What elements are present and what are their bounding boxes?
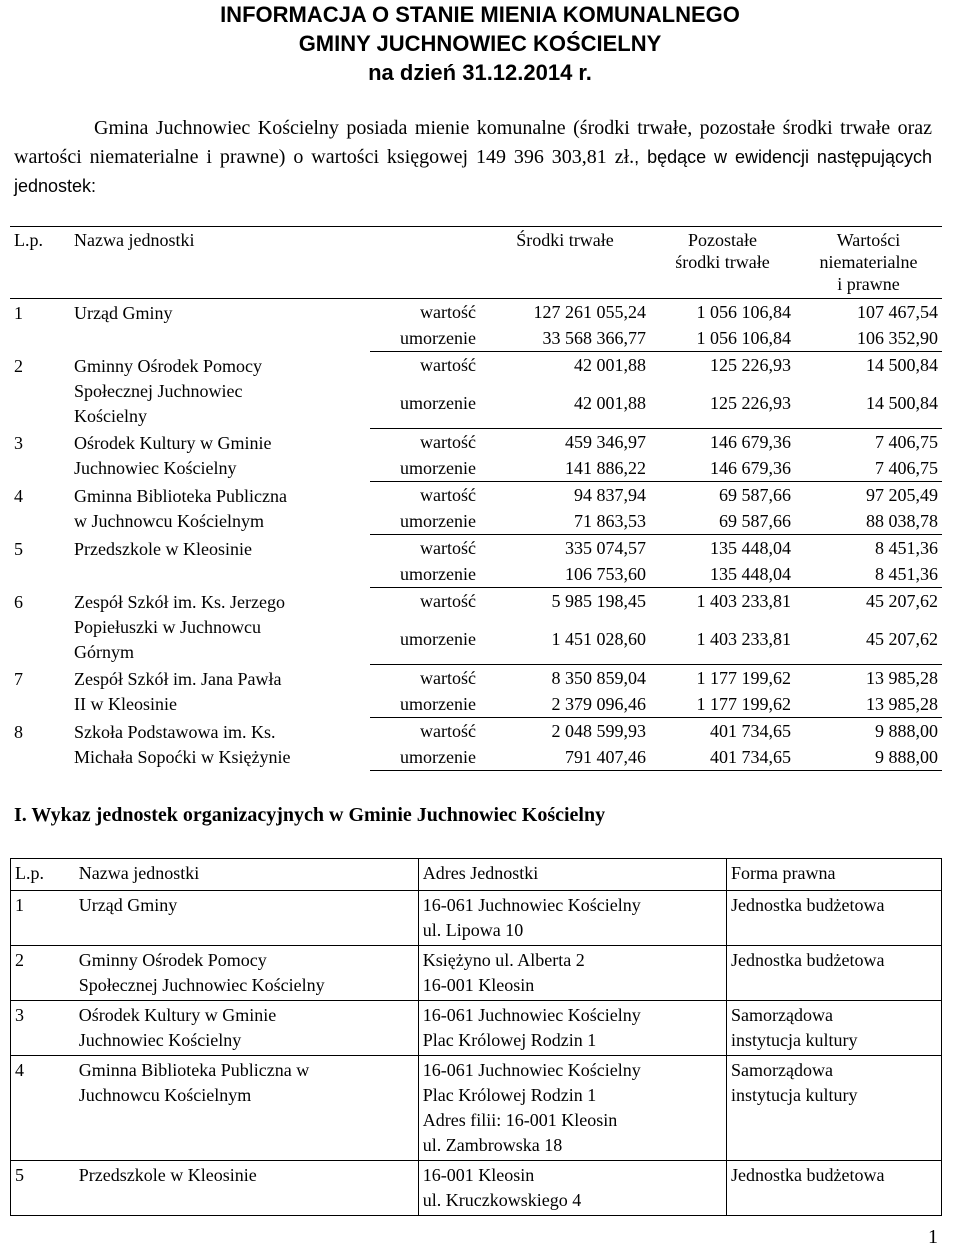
title-line-1: INFORMACJA O STANIE MIENIA KOMUNALNEGO xyxy=(220,2,740,27)
fixed-assets-value: 106 753,60 xyxy=(480,561,650,588)
row-legal-form xyxy=(727,1001,942,1056)
row-kind-label: wartość xyxy=(420,721,476,741)
fixed-assets-value: 2 379 096,46 xyxy=(480,691,650,718)
header-intangible: Wartości niematerialne i prawne xyxy=(795,227,942,299)
unit-name-line: Gminna Biblioteka Publiczna w xyxy=(78,1060,310,1080)
intangible-value: 13 985,28 xyxy=(866,668,938,688)
fixed-assets-value: 33 568 366,77 xyxy=(480,325,650,352)
address-line: ul. Lipowa 10 xyxy=(422,920,524,940)
other-assets-value: 401 734,65 xyxy=(650,744,795,771)
unit-name-line: II w Kleosinie xyxy=(74,693,177,714)
unit-name-line: Kościelny xyxy=(74,405,147,426)
fixed-assets-value: 791 407,46 xyxy=(480,744,650,771)
row-lp: 4 xyxy=(14,485,23,506)
row-unit-name xyxy=(70,535,370,588)
legal-form-line: instytucja kultury xyxy=(731,1030,858,1050)
row-unit-name xyxy=(75,1161,419,1216)
row-legal-form xyxy=(727,1161,942,1216)
unit-name-line: Michała Sopoćki w Księżynie xyxy=(74,746,291,767)
unit-name-line: Urząd Gminy xyxy=(74,303,173,323)
header-lp: L.p. xyxy=(10,227,70,299)
row-unit-name xyxy=(70,665,370,718)
row-legal-form xyxy=(727,1056,942,1161)
row-lp: 5 xyxy=(11,1161,75,1216)
row-lp: 3 xyxy=(14,432,23,453)
row-kind-label: wartość xyxy=(420,355,476,375)
table-row xyxy=(10,665,942,692)
row-unit-name xyxy=(70,352,370,429)
header-lp: L.p. xyxy=(11,859,75,891)
table-row xyxy=(11,946,942,1001)
unit-name-line: Ośrodek Kultury w Gminie xyxy=(78,1005,277,1025)
unit-name-line: Społecznej Juchnowiec Kościelny xyxy=(78,975,325,995)
legal-form-line: Samorządowa xyxy=(731,1060,833,1080)
legal-form-line: Samorządowa xyxy=(731,1005,833,1025)
address-line: 16-001 Kleosin xyxy=(422,975,535,995)
row-kind-label: umorzenie xyxy=(370,691,480,718)
row-lp: 7 xyxy=(14,668,23,689)
row-address xyxy=(418,1161,726,1216)
fixed-assets-value: 459 346,97 xyxy=(565,432,646,452)
row-kind-label: wartość xyxy=(420,538,476,558)
unit-name-line: Przedszkole w Kleosinie xyxy=(78,1165,257,1185)
row-kind-label: wartość xyxy=(420,432,476,452)
row-lp: 3 xyxy=(11,1001,75,1056)
fixed-assets-value: 127 261 055,24 xyxy=(533,302,646,322)
other-assets-value: 135 448,04 xyxy=(710,538,791,558)
unit-name-line: Urząd Gminy xyxy=(78,895,178,915)
assets-table-header xyxy=(10,227,942,299)
row-kind-label: umorzenie xyxy=(370,378,480,429)
other-assets-value: 1 056 106,84 xyxy=(696,302,791,322)
other-assets-value: 135 448,04 xyxy=(650,561,795,588)
intangible-value: 88 038,78 xyxy=(795,508,942,535)
fixed-assets-value: 94 837,94 xyxy=(574,485,646,505)
row-kind-label: wartość xyxy=(420,302,476,322)
other-assets-value: 69 587,66 xyxy=(650,508,795,535)
row-lp: 1 xyxy=(14,303,23,323)
intangible-value: 45 207,62 xyxy=(866,591,938,611)
address-line: ul. Kruczkowskiego 4 xyxy=(422,1190,582,1210)
row-lp: 6 xyxy=(14,591,23,612)
other-assets-value: 1 056 106,84 xyxy=(650,325,795,352)
page-number: 1 xyxy=(928,1226,938,1248)
row-unit-name xyxy=(75,1056,419,1161)
row-address xyxy=(418,1056,726,1161)
address-line: Plac Królowej Rodzin 1 xyxy=(422,1030,597,1050)
row-lp: 2 xyxy=(11,946,75,1001)
other-assets-value: 1 177 199,62 xyxy=(650,691,795,718)
table-row xyxy=(10,352,942,379)
units-table xyxy=(10,858,942,1216)
unit-name-line: Juchnowiec Kościelny xyxy=(78,1030,242,1050)
header-fixed-assets: Środki trwałe xyxy=(480,227,650,299)
other-assets-value: 401 734,65 xyxy=(710,721,791,741)
address-line: 16-061 Juchnowiec Kościelny xyxy=(422,895,641,915)
legal-form-line: instytucja kultury xyxy=(731,1085,858,1105)
fixed-assets-value: 2 048 599,93 xyxy=(551,721,646,741)
header-other-assets: Pozostałe środki trwałe xyxy=(650,227,795,299)
other-assets-value: 146 679,36 xyxy=(710,432,791,452)
row-lp: 4 xyxy=(11,1056,75,1161)
table-row xyxy=(10,535,942,562)
address-line: 16-001 Kleosin xyxy=(422,1165,535,1185)
section-title: I. Wykaz jednostek organizacyjnych w Gminie Juchnowiec Kościelny xyxy=(14,804,606,826)
row-lp: 1 xyxy=(11,891,75,946)
other-assets-value: 1 177 199,62 xyxy=(696,668,791,688)
unit-name-line: Gminny Ośrodek Pomocy xyxy=(74,355,262,376)
row-address xyxy=(418,946,726,1001)
intangible-value: 7 406,75 xyxy=(875,432,938,452)
table-row xyxy=(11,891,942,946)
intangible-value: 13 985,28 xyxy=(795,691,942,718)
row-kind-label: wartość xyxy=(420,668,476,688)
unit-name-line: Przedszkole w Kleosinie xyxy=(74,538,252,559)
other-assets-value: 1 403 233,81 xyxy=(696,591,791,611)
intro-paragraph xyxy=(14,114,932,201)
address-line: 16-061 Juchnowiec Kościelny xyxy=(422,1060,641,1080)
header-name: Nazwa jednostki xyxy=(75,859,419,891)
row-unit-name xyxy=(70,588,370,665)
row-kind-label: umorzenie xyxy=(370,744,480,771)
fixed-assets-value: 42 001,88 xyxy=(480,378,650,429)
intangible-value: 9 888,00 xyxy=(795,744,942,771)
intangible-value: 97 205,49 xyxy=(866,485,938,505)
address-line: ul. Zambrowska 18 xyxy=(422,1135,563,1155)
header-address: Adres Jednostki xyxy=(418,859,726,891)
address-line: Adres filii: 16-001 Kleosin xyxy=(422,1110,618,1130)
unit-name-line: Gminna Biblioteka Publiczna xyxy=(74,485,287,506)
intro-text: Gmina Juchnowiec Kościelny posiada mienie komunalne (środki trwałe, pozostałe środki trwałe oraz wartości niematerialne i prawne) o wartości księgowej 149 396 303,81 zł. xyxy=(14,117,932,168)
other-assets-value: 125 226,93 xyxy=(710,355,791,375)
row-kind-label: umorzenie xyxy=(370,325,480,352)
header-form: Forma prawna xyxy=(727,859,942,891)
row-lp: 2 xyxy=(14,355,23,376)
unit-name-line: Juchnowcu Kościelnym xyxy=(78,1085,252,1105)
assets-table xyxy=(10,226,942,771)
legal-form-line: Jednostka budżetowa xyxy=(731,895,885,915)
row-kind-label: umorzenie xyxy=(370,561,480,588)
unit-name-line: w Juchnowcu Kościelnym xyxy=(74,510,264,531)
address-line: Plac Królowej Rodzin 1 xyxy=(422,1085,597,1105)
fixed-assets-value: 141 886,22 xyxy=(480,455,650,482)
unit-name-line: Społecznej Juchnowiec xyxy=(74,380,243,401)
row-lp: 5 xyxy=(14,538,23,559)
title-line-3: na dzień 31.12.2014 r. xyxy=(368,60,592,85)
row-legal-form xyxy=(727,946,942,1001)
table-row xyxy=(10,588,942,615)
legal-form-line: Jednostka budżetowa xyxy=(731,950,885,970)
units-table-header xyxy=(11,859,942,891)
fixed-assets-value: 1 451 028,60 xyxy=(480,614,650,665)
intangible-value: 14 500,84 xyxy=(795,378,942,429)
unit-name-line: Zespół Szkół im. Ks. Jerzego xyxy=(74,591,285,612)
other-assets-value: 125 226,93 xyxy=(650,378,795,429)
intangible-value: 107 467,54 xyxy=(857,302,938,322)
row-unit-name xyxy=(75,1001,419,1056)
unit-name-line: Szkoła Podstawowa im. Ks. xyxy=(74,721,276,742)
row-unit-name xyxy=(70,299,370,352)
other-assets-value: 146 679,36 xyxy=(650,455,795,482)
legal-form-line: Jednostka budżetowa xyxy=(731,1165,885,1185)
table-row xyxy=(10,482,942,509)
intangible-value: 9 888,00 xyxy=(875,721,938,741)
fixed-assets-value: 71 863,53 xyxy=(480,508,650,535)
intangible-value: 14 500,84 xyxy=(866,355,938,375)
intangible-value: 7 406,75 xyxy=(795,455,942,482)
title-line-2: GMINY JUCHNOWIEC KOŚCIELNY xyxy=(298,31,662,56)
row-unit-name xyxy=(75,891,419,946)
unit-name-line: Juchnowiec Kościelny xyxy=(74,457,237,478)
table-row xyxy=(11,1056,942,1161)
intangible-value: 45 207,62 xyxy=(795,614,942,665)
fixed-assets-value: 42 001,88 xyxy=(574,355,646,375)
table-row xyxy=(10,429,942,456)
fixed-assets-value: 8 350 859,04 xyxy=(551,668,646,688)
row-unit-name xyxy=(70,482,370,535)
row-address xyxy=(418,1001,726,1056)
unit-name-line: Ośrodek Kultury w Gminie xyxy=(74,432,272,453)
other-assets-value: 69 587,66 xyxy=(719,485,791,505)
table-row xyxy=(11,1161,942,1216)
document-title xyxy=(0,0,960,87)
row-legal-form xyxy=(727,891,942,946)
row-kind-label: wartość xyxy=(420,485,476,505)
row-address xyxy=(418,891,726,946)
row-lp: 8 xyxy=(14,721,23,742)
unit-name-line: Górnym xyxy=(74,641,134,662)
intangible-value: 106 352,90 xyxy=(795,325,942,352)
header-name: Nazwa jednostki xyxy=(70,227,370,299)
unit-name-line: Popiełuszki w Juchnowcu xyxy=(74,616,261,637)
table-row xyxy=(10,299,942,326)
unit-name-line: Gminny Ośrodek Pomocy xyxy=(78,950,267,970)
fixed-assets-value: 5 985 198,45 xyxy=(551,591,646,611)
address-line: 16-061 Juchnowiec Kościelny xyxy=(422,1005,641,1025)
unit-name-line: Zespół Szkół im. Jana Pawła xyxy=(74,668,282,689)
table-row xyxy=(11,1001,942,1056)
row-unit-name xyxy=(70,429,370,482)
address-line: Księżyno ul. Alberta 2 xyxy=(422,950,585,970)
intangible-value: 8 451,36 xyxy=(875,538,938,558)
row-kind-label: umorzenie xyxy=(370,455,480,482)
row-kind-label: umorzenie xyxy=(370,614,480,665)
table-row xyxy=(10,718,942,745)
row-kind-label: wartość xyxy=(420,591,476,611)
row-kind-label: umorzenie xyxy=(370,508,480,535)
row-unit-name xyxy=(75,946,419,1001)
intangible-value: 8 451,36 xyxy=(795,561,942,588)
row-unit-name xyxy=(70,718,370,771)
other-assets-value: 1 403 233,81 xyxy=(650,614,795,665)
intro-tail: , będące w ewidencji następujących jednostek: xyxy=(14,147,933,196)
fixed-assets-value: 335 074,57 xyxy=(565,538,646,558)
